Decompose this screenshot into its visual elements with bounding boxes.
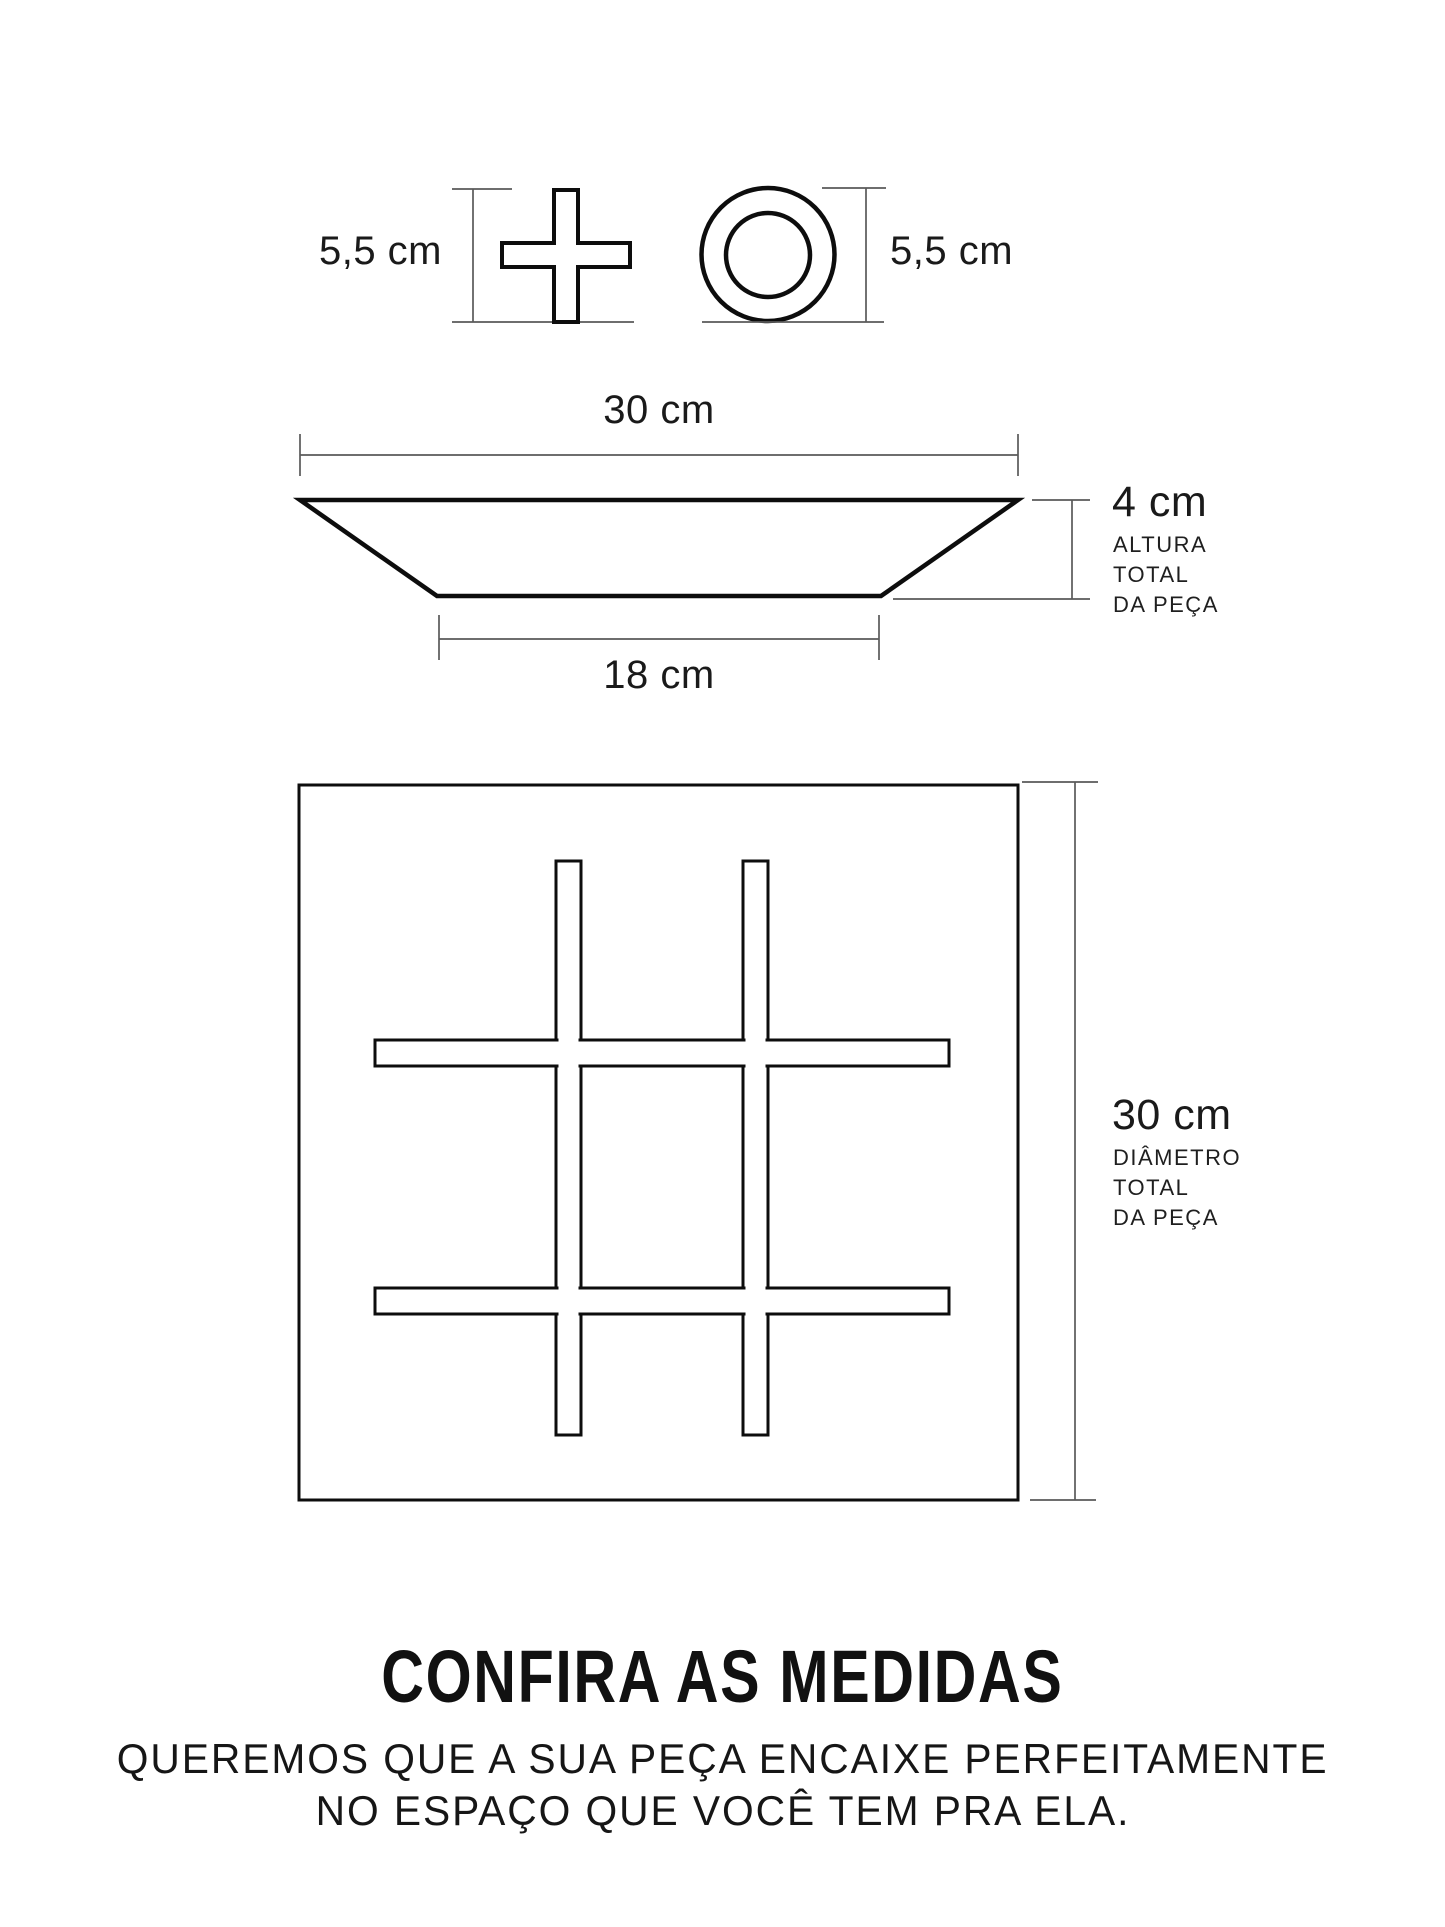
footer-title-row xyxy=(0,1635,1445,1718)
piece-height-caption-line1: ALTURA xyxy=(1113,532,1208,557)
dim-circle-height-lines xyxy=(702,188,886,322)
piece-height-label: 4 cm xyxy=(1112,478,1208,526)
circle-height-label: 5,5 cm xyxy=(890,229,1014,273)
base-width-label: 18 cm xyxy=(603,653,715,697)
grid-cutout-strokes xyxy=(375,861,949,1435)
footer-title: CONFIRA AS MEDIDAS xyxy=(381,1635,1064,1718)
circle-piece-outer xyxy=(702,188,835,321)
board-size-caption xyxy=(1113,1143,1241,1233)
cross-piece-shape xyxy=(502,190,630,322)
dim-board-size-lines xyxy=(1022,782,1098,1500)
board-size-caption-line3: DA PEÇA xyxy=(1113,1205,1219,1230)
board-size-label: 30 cm xyxy=(1112,1091,1232,1139)
footer-subtitle-row1 xyxy=(0,1734,1445,1784)
circle-piece-inner xyxy=(726,213,810,297)
circle-piece-shape xyxy=(702,188,835,321)
piece-height-caption-line2: TOTAL xyxy=(1113,562,1190,587)
cross-height-label: 5,5 cm xyxy=(318,229,442,273)
board-outline xyxy=(299,785,1018,1500)
grid-cutout-open-crossings xyxy=(378,864,947,1433)
tray-side-profile xyxy=(300,500,1018,596)
footer-subtitle-line2: NO ESPAÇO QUE VOCÊ TEM PRA ELA. xyxy=(315,1787,1130,1834)
piece-height-caption xyxy=(1113,530,1219,620)
board-size-caption-line1: DIÂMETRO xyxy=(1113,1145,1242,1170)
board-size-caption-line2: TOTAL xyxy=(1113,1175,1190,1200)
grid-cutout xyxy=(375,861,949,1435)
piece-height-caption-line3: DA PEÇA xyxy=(1113,592,1219,617)
footer-subtitle-row2 xyxy=(0,1786,1445,1836)
top-width-label: 30 cm xyxy=(603,388,715,432)
footer-subtitle-line1: QUEREMOS QUE A SUA PEÇA ENCAIXE PERFEITAMENTE xyxy=(116,1735,1329,1782)
dim-top-width-lines xyxy=(300,434,1018,476)
